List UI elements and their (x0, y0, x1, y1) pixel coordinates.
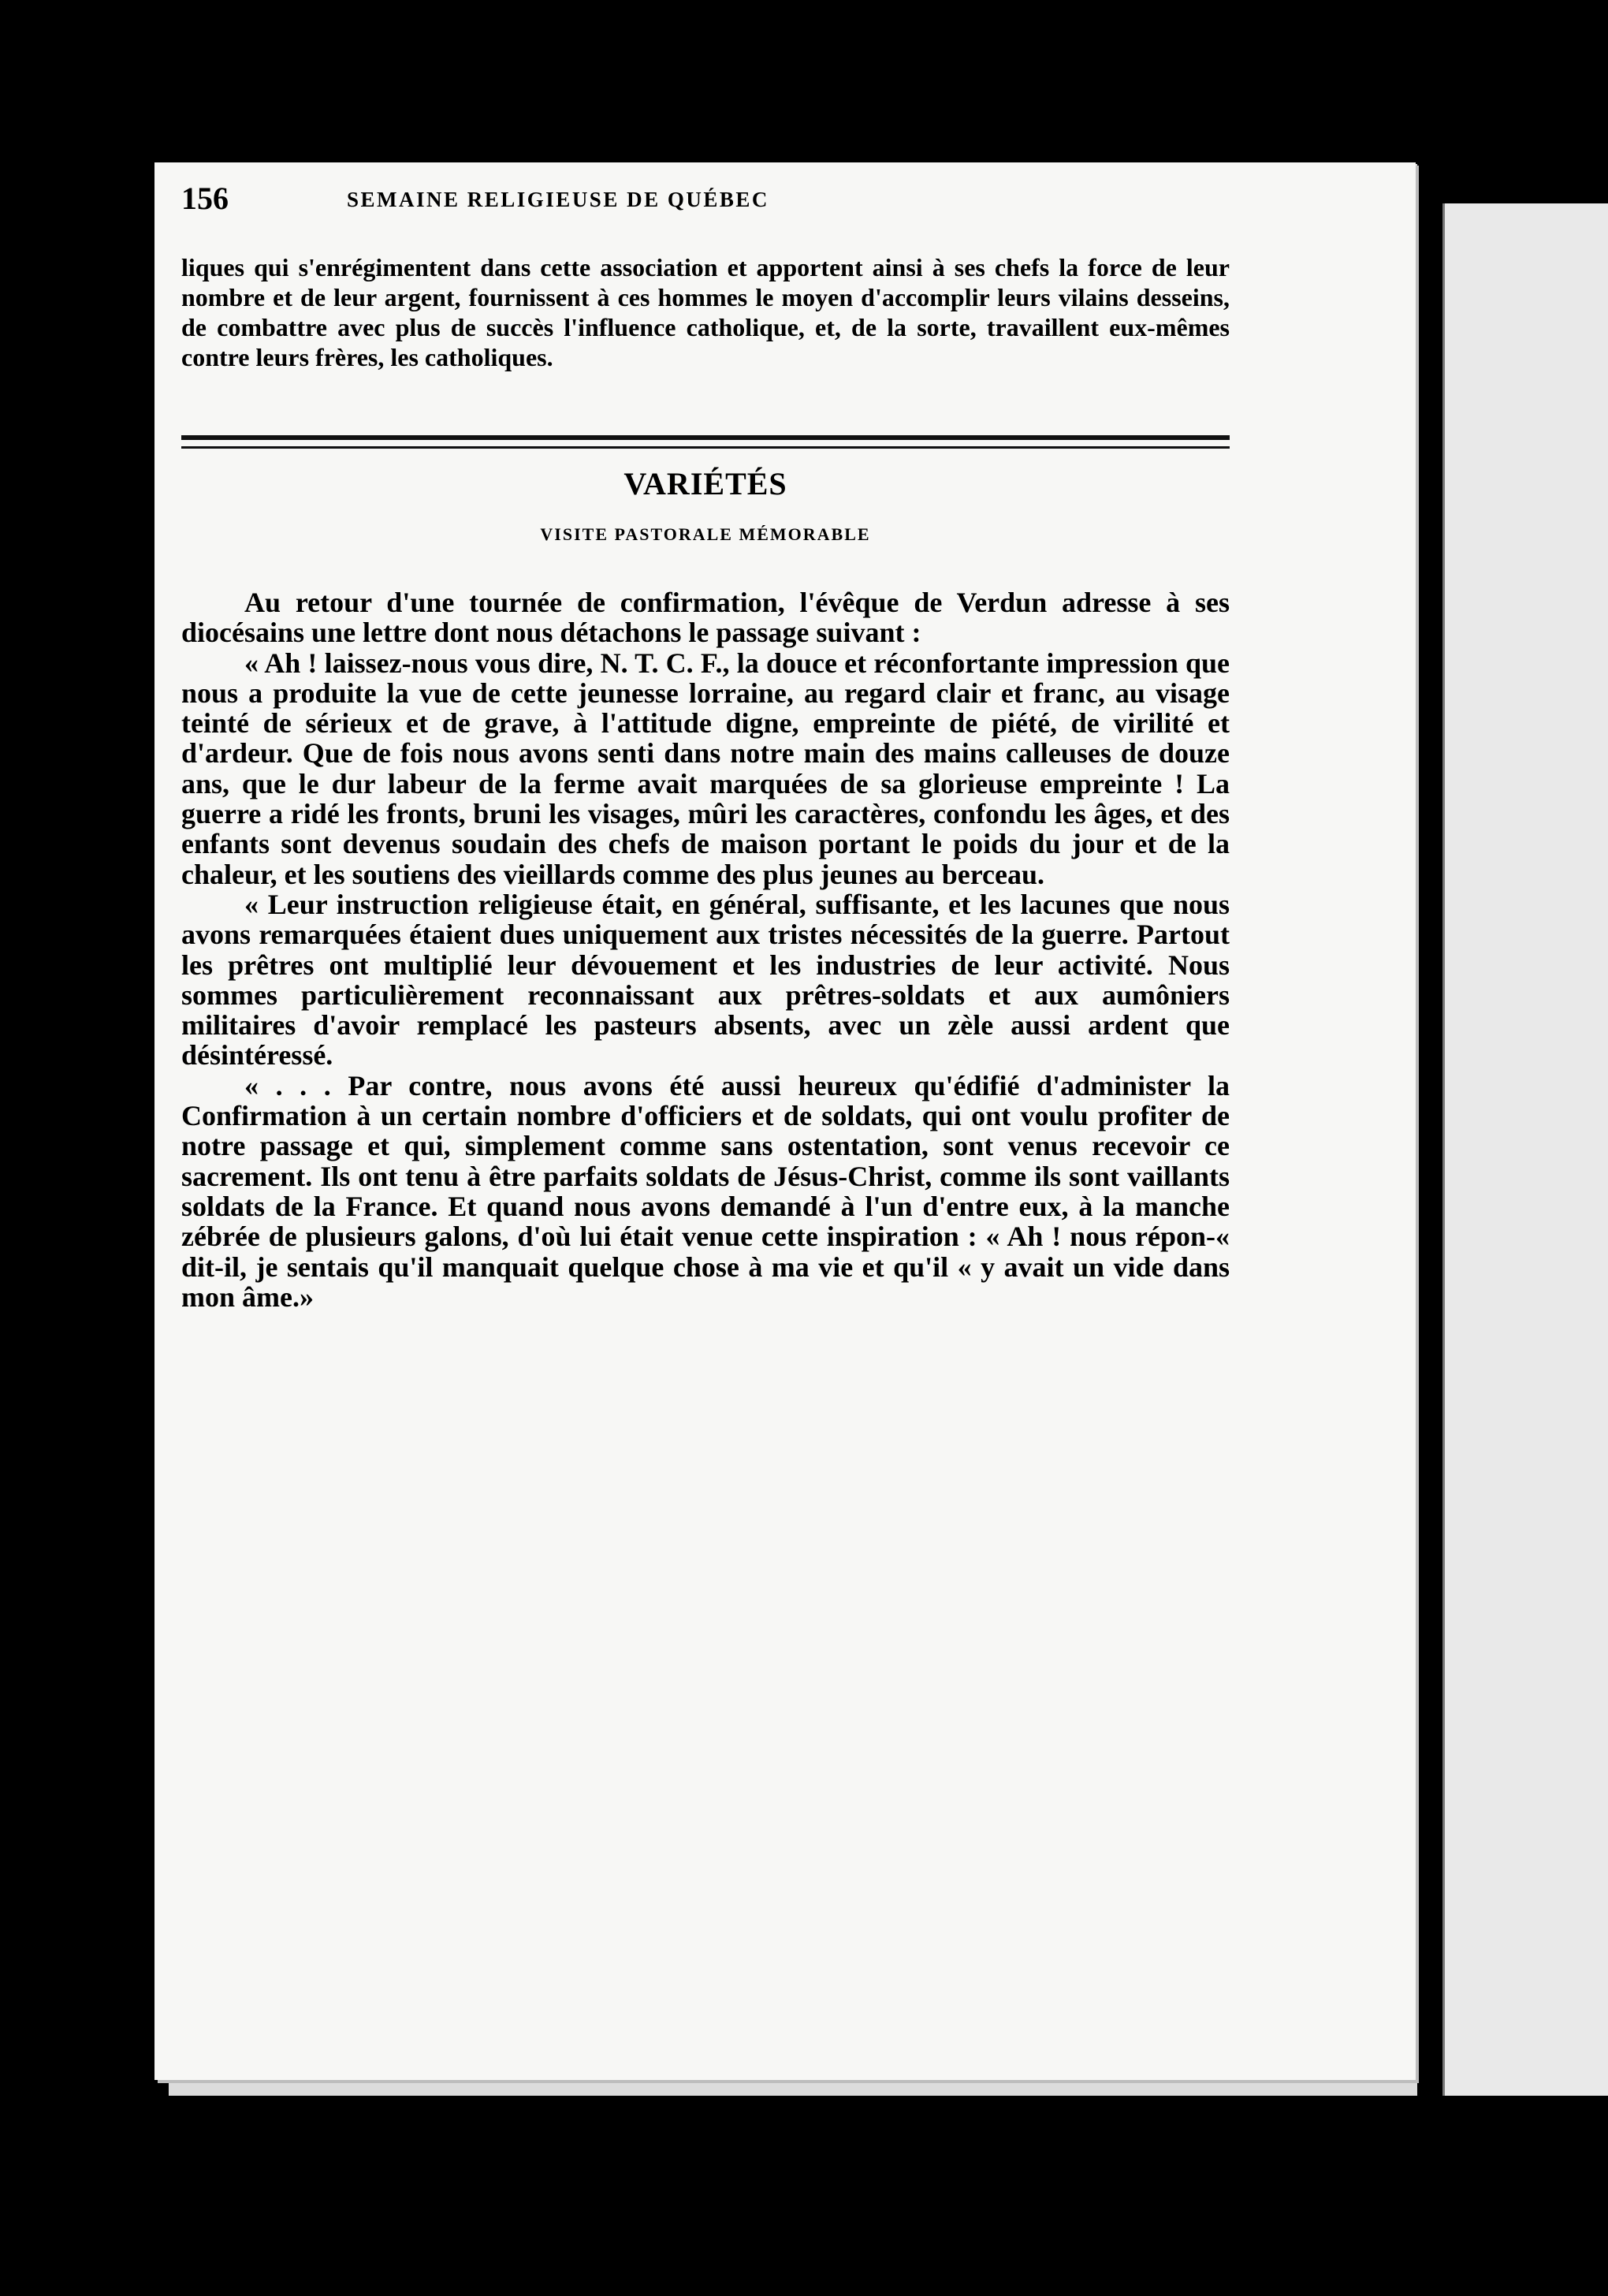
running-title: SEMAINE RELIGIEUSE DE QUÉBEC (347, 188, 769, 211)
section-divider-thick (181, 435, 1230, 440)
section-divider-thin (181, 446, 1230, 449)
section-title: VARIÉTÉS (623, 466, 787, 501)
paragraph: Au retour d'une tournée de confirmation, l'évêque de Verdun adresse à ses diocésains une lettre dont nous détachons le passage suivant : (181, 587, 1230, 649)
article-subtitle: VISITE PASTORALE MÉMORABLE (540, 524, 871, 544)
page-number: 156 (181, 181, 229, 216)
page-header (181, 180, 1072, 227)
intro-paragraph: liques qui s'enrégimentent dans cette association et apportent ainsi à ses chefs la force de leur nombre et de leur argent, fournissent à ces hommes le moyen d'accomplir leurs vilains desseins, de combattre avec plus de succès l'influence catholique, et, de la sorte, travaillent eux-mêmes contre leurs frères, les catholiques. (181, 253, 1230, 371)
adjacent-page-edge (1442, 203, 1608, 2096)
paragraph: « Leur instruction religieuse était, en général, suffisante, et les lacunes que nous avons remarquées étaient dues uniquement aux tristes nécessités de la guerre. Partout les prêtres ont multiplié leur dévouement et les industries de leur activité. Nous sommes particulièrement reconnaissant aux prêtres-soldats et aux aumôniers militaires d'avoir remplacé les pasteurs absents, avec un zèle aussi ardent que désintéressé. (181, 888, 1230, 1072)
paragraph: « Ah ! laissez-nous vous dire, N. T. C. F., la douce et réconfortante impression que nous a produite la vue de cette jeunesse lorraine, au regard clair et franc, au visage teinté de sérieux et de grave, à l'attitude digne, empreinte de piété, de virilité et d'ardeur. Que de fois nous avons senti dans notre main des mains calleuses de douze ans, que le dur labeur de la ferme avait marquées de sa glorieuse empreinte ! La guerre a ridé les fronts, bruni les visages, mûri les caractères, confondu les âges, et des enfants sont devenus soudain des chefs de maison portant le poids du jour et de la chaleur, et les soutiens des vieillards comme des plus jeunes au berceau. (181, 647, 1230, 890)
article-body (181, 587, 1230, 1312)
paragraph: « . . . Par contre, nous avons été aussi heureux qu'édifié d'administer la Confirmation à un certain nombre d'officiers et de soldats, qui ont voulu profiter de notre passage et qui, simplement comme sans ostentation, sont venus recevoir ce sacrement. Ils ont tenu à être parfaits soldats de Jésus-Christ, comme ils sont vaillants soldats de la France. Et quand nous avons demandé à l'un d'entre eux, à la manche zébrée de plusieurs galons, d'où lui était venue cette inspiration : « Ah ! nous répon-« dit-il, je sentais qu'il manquait quelque chose à ma vie et qu'il « y avait un vide dans mon âme.» (181, 1069, 1230, 1313)
